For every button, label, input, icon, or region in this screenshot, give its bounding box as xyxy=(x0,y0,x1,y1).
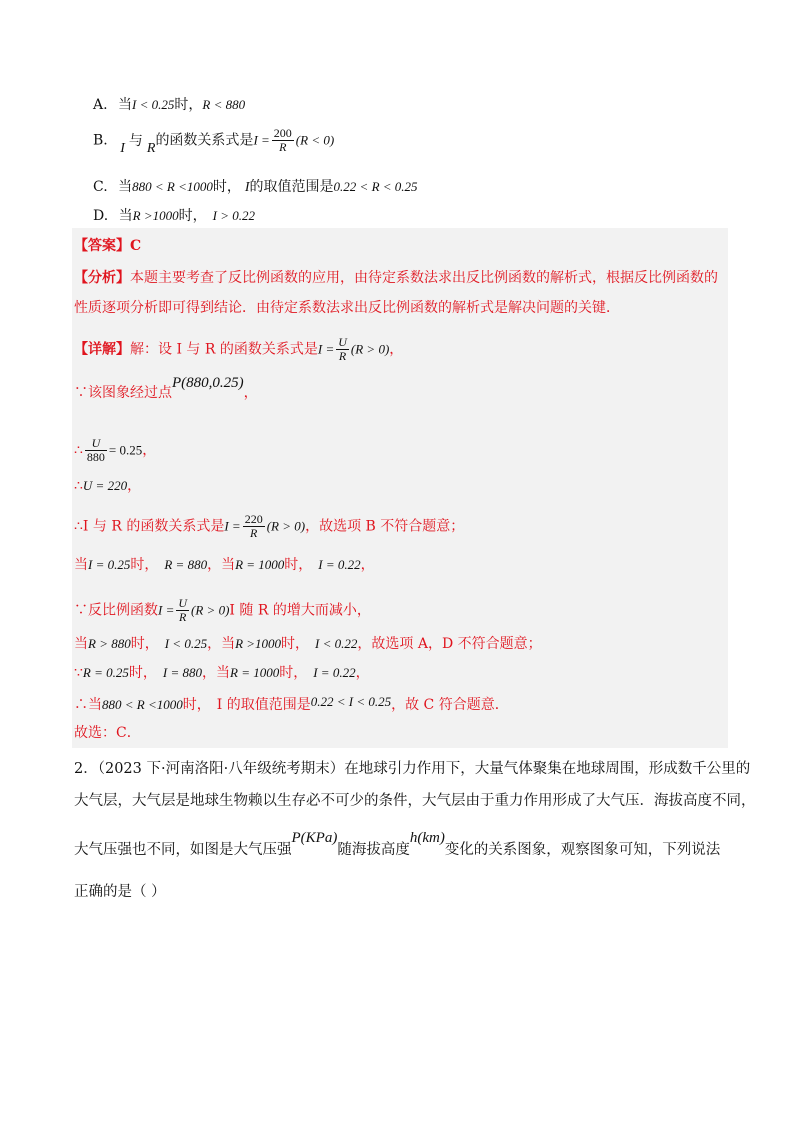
detail-text: ， xyxy=(355,665,370,681)
math-expr: R < 880 xyxy=(202,97,246,112)
analysis-tag: 【分析】 xyxy=(74,270,130,286)
detail-text: 时， xyxy=(182,697,211,713)
detail-text: 解：设 I 与 R 的函数关系式是 xyxy=(130,341,318,358)
detail-text: 时， xyxy=(128,665,157,681)
math-expr: R = 1000 xyxy=(230,665,280,680)
option-text: 当 xyxy=(118,208,133,224)
option-label: B. xyxy=(93,132,108,149)
detail-text: ，当 xyxy=(207,557,236,573)
math-expr: (R < 0) xyxy=(295,132,335,148)
option-text: 时， xyxy=(178,208,207,224)
fraction xyxy=(176,597,189,624)
fraction-denominator: R xyxy=(338,349,347,363)
option-label: A. xyxy=(93,97,108,113)
math-expr: 0.22 < I < 0.25 xyxy=(310,694,392,709)
fraction-numerator: 200 xyxy=(273,126,292,140)
math-expr: I = 880 xyxy=(162,665,202,680)
detail-line-8 xyxy=(74,634,542,654)
detail-line-6 xyxy=(74,555,375,575)
option-text: 与 xyxy=(128,132,143,149)
math-expr: 0.22 < R < 0.25 xyxy=(333,179,418,194)
detail-text: ， xyxy=(127,478,142,494)
detail-line-5 xyxy=(74,513,464,540)
math-expr: I < 0.25 xyxy=(164,636,208,651)
math-expr: R >1000 xyxy=(132,208,179,223)
option-text: 时， xyxy=(212,179,241,195)
math-expr: I = xyxy=(253,132,270,148)
option-text: 的函数关系式是 xyxy=(155,132,254,149)
question-2-line-2: 大气层，大气层是地球生物赖以生存必不可少的条件，大气层由于重力作用形成了大气压．海拔高度不同， xyxy=(74,793,756,809)
detail-text: ∴I 与 R 的函数关系式是 xyxy=(74,518,225,535)
math-expr: R = 1000 xyxy=(235,557,285,572)
detail-text: ， xyxy=(142,442,157,459)
fraction-numerator: U xyxy=(178,596,188,610)
detail-text: I 的取值范围是 xyxy=(216,697,311,713)
option-label: D. xyxy=(93,208,109,224)
math-expr: I = xyxy=(317,341,335,357)
fraction-denominator: R xyxy=(250,526,258,540)
math-expr: P(880,0.25) xyxy=(172,375,244,391)
detail-line-1 xyxy=(74,336,403,363)
math-expr: = 0.25 xyxy=(108,442,143,458)
fraction xyxy=(272,127,294,154)
question-2-line-4: 正确的是（ ） xyxy=(74,884,166,900)
fraction xyxy=(336,336,349,363)
detail-text: ， xyxy=(360,557,375,573)
detail-line-9 xyxy=(74,663,370,683)
detail-text: ，当 xyxy=(202,665,230,681)
detail-line-10 xyxy=(74,695,509,715)
fraction-denominator: 880 xyxy=(86,450,105,464)
detail-text: 时， xyxy=(279,665,308,681)
option-text: 的取值范围是 xyxy=(249,179,334,195)
option-text: 当 xyxy=(118,97,133,113)
math-expr: (R > 0) xyxy=(350,341,390,357)
question-2-line-3 xyxy=(74,830,721,859)
detail-line-11: 故选：C． xyxy=(74,725,141,741)
math-expr: R = 0.25 xyxy=(82,665,129,680)
analysis-line-2: 性质逐项分析即可得到结论．由待定系数法求出反比例函数的解析式是解决问题的关键． xyxy=(74,300,620,316)
detail-text: 时， xyxy=(130,557,159,573)
option-text: 时， xyxy=(174,97,203,113)
detail-text: ，故 C 符合题意． xyxy=(391,697,509,713)
detail-text: ，故选项 A，D 不符合题意； xyxy=(357,636,542,652)
fraction-numerator: U xyxy=(338,335,347,349)
math-expr: 880 < R <1000 xyxy=(132,179,213,194)
detail-text: ∵ xyxy=(74,665,83,681)
math-expr: I = xyxy=(158,602,175,618)
option-a xyxy=(93,95,245,115)
detail-text: I 随 R 的增大而减小， xyxy=(229,602,371,619)
math-expr: h(km) xyxy=(409,830,445,846)
math-expr: I = 0.25 xyxy=(88,557,131,572)
detail-line-4 xyxy=(74,476,141,496)
option-text: 当 xyxy=(118,179,133,195)
question-text: 变化的关系图象，观察图象可知，下列说法 xyxy=(444,842,721,858)
math-expr: U = 220 xyxy=(82,478,128,493)
math-var: I xyxy=(120,140,125,156)
option-d xyxy=(93,206,255,226)
detail-text: ∴当 xyxy=(74,697,102,713)
option-c xyxy=(93,177,418,198)
answer-value: C xyxy=(130,238,142,254)
question-2-line-1: 2．（2023 下·河南洛阳·八年级统考期末）在地球引力作用下，大量气体聚集在地球周围，形成数千公里的 xyxy=(74,761,751,777)
option-b xyxy=(93,127,334,154)
detail-text: ，当 xyxy=(207,636,236,652)
detail-text: ∵反比例函数 xyxy=(74,602,158,619)
detail-text: 当 xyxy=(74,557,88,573)
math-expr: I < 0.22 xyxy=(315,636,358,651)
math-var: R xyxy=(146,140,156,156)
math-expr: R = 880 xyxy=(164,557,208,572)
detail-line-2 xyxy=(74,375,258,403)
detail-tag: 【详解】 xyxy=(74,341,130,358)
detail-text: ， xyxy=(243,385,258,401)
math-expr: I < 0.25 xyxy=(132,97,175,112)
math-var: I xyxy=(244,180,250,195)
fraction-numerator: 220 xyxy=(244,512,263,526)
detail-text: ∴ xyxy=(74,442,83,459)
option-label: C. xyxy=(93,179,108,195)
math-expr: I = xyxy=(224,518,241,534)
math-expr: (R > 0) xyxy=(266,518,306,534)
detail-text: ，故选项 B 不符合题意； xyxy=(305,518,465,535)
analysis-line-1 xyxy=(74,268,718,288)
math-expr: I = 0.22 xyxy=(318,557,361,572)
detail-text: 时， xyxy=(281,636,310,652)
math-expr: P(KPa) xyxy=(291,830,338,846)
detail-text: ∴ xyxy=(74,478,83,494)
question-text: 大气压强也不同，如图是大气压强 xyxy=(74,842,292,858)
fraction xyxy=(243,513,265,540)
detail-text: ， xyxy=(389,341,404,358)
detail-text: 当 xyxy=(74,636,88,652)
fraction-numerator: U xyxy=(85,437,107,451)
math-expr: R >1000 xyxy=(235,636,282,651)
detail-text: ∵该图象经过点 xyxy=(74,385,172,401)
analysis-text: 本题主要考查了反比例函数的应用，由待定系数法求出反比例函数的解析式，根据反比例函数的 xyxy=(130,270,718,286)
answer-line xyxy=(74,236,141,256)
fraction-denominator: R xyxy=(179,610,187,624)
answer-tag: 【答案】 xyxy=(74,238,130,254)
fraction-denominator: R xyxy=(279,140,287,154)
detail-text: 时， xyxy=(130,636,159,652)
math-expr: I > 0.22 xyxy=(212,208,255,223)
math-expr: (R > 0) xyxy=(191,602,230,618)
detail-text: 时， xyxy=(284,557,313,573)
fraction xyxy=(85,437,107,464)
detail-line-3 xyxy=(74,437,156,464)
math-expr: 880 < R <1000 xyxy=(102,697,183,712)
detail-line-7 xyxy=(74,597,371,624)
math-expr: I = 0.22 xyxy=(313,665,356,680)
question-text: 随海拔高度 xyxy=(337,842,410,858)
math-expr: R > 880 xyxy=(88,636,131,651)
